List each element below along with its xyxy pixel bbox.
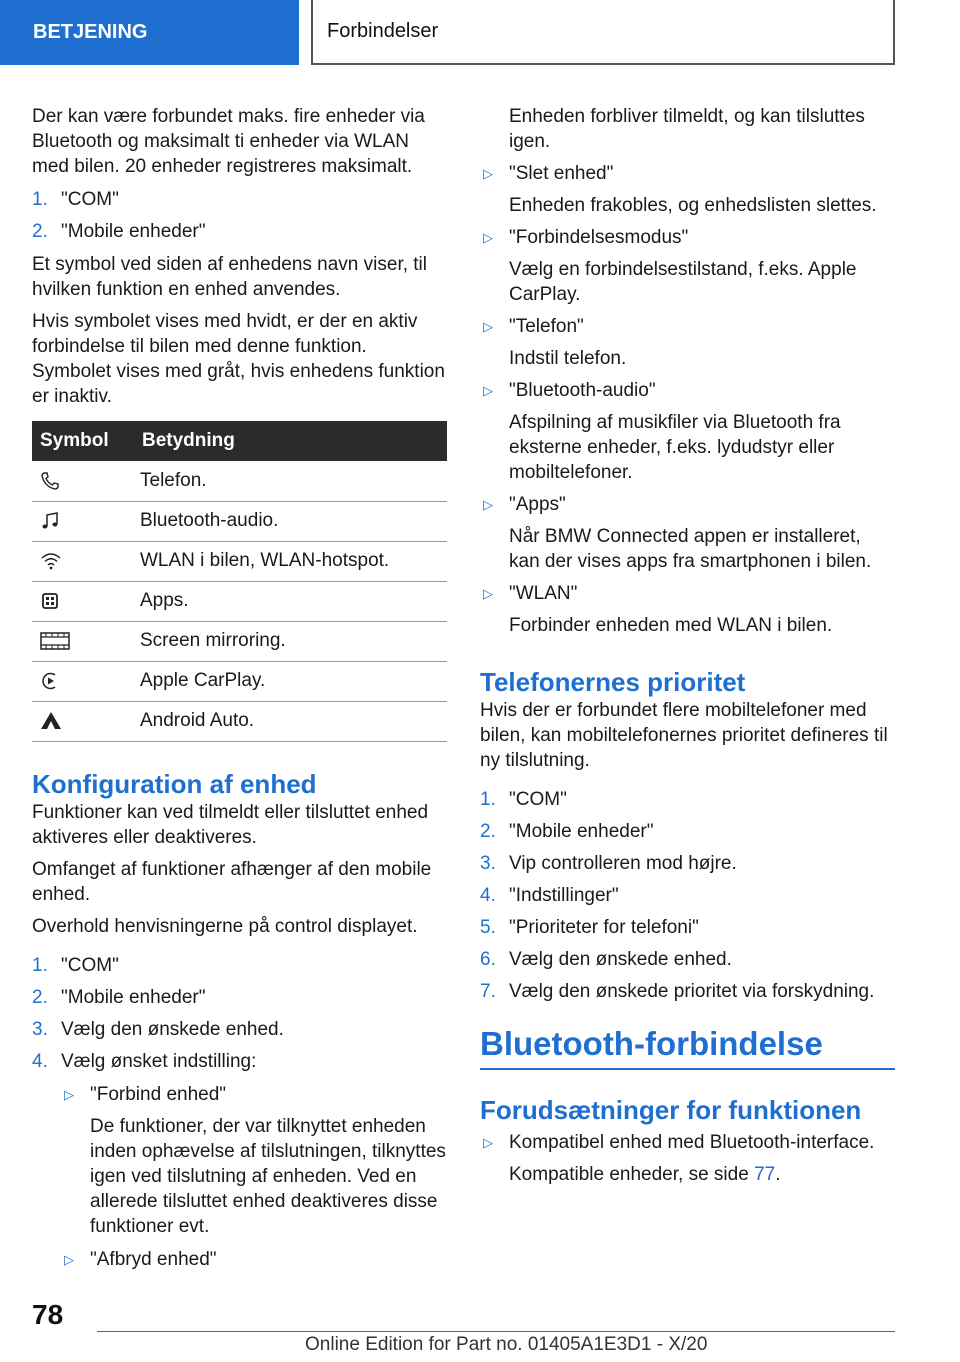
music-note-icon: [40, 511, 60, 531]
list-item: 7. Vælg den ønskede prioritet via forskydning.: [480, 981, 875, 1002]
column-header-meaning: Betydning: [140, 421, 447, 461]
list-item: 2. "Mobile enheder": [32, 986, 206, 1008]
list-item: 4. Vælg ønsket indstilling:: [32, 1050, 257, 1072]
triangle-bullet-icon: ▷: [483, 383, 493, 398]
table-header-row: [32, 421, 447, 461]
list-item: 3. Vip controlleren mod højre.: [480, 853, 737, 874]
list-item: 2. "Mobile enheder": [480, 821, 654, 842]
steps-list-3: [480, 787, 895, 1004]
options-list-right: [480, 104, 895, 638]
options-list-left: [61, 1082, 447, 1272]
left-column: [32, 104, 447, 1272]
option-description: De funktioner, der var tilknyttet enheden inden ophævelse af tilslutningen, tilknyttes igen ved tilslutning af enheden. Ved en allerede tilsluttet enhed deaktiveres disse funktioner evt.: [90, 1115, 446, 1237]
option-description: Enheden frakobles, og enhedslisten slettes.: [509, 195, 877, 216]
footer-edition: Online Edition for Part no. 01405A1E3D1 - X/20: [305, 1334, 708, 1355]
option-description: Forbinder enheden med WLAN i bilen.: [509, 615, 833, 636]
list-item: ▷ Kompatibel enhed med Bluetooth-interface.: [480, 1130, 895, 1155]
chapter-header: [311, 0, 895, 65]
intro-paragraph: Der kan være forbundet maks. fire enheder via Bluetooth og maksimalt ti enheder via WLAN med bilen. 20 enheder registreres maksimalt.: [32, 106, 425, 177]
heading-bluetooth: Bluetooth-forbindelse: [480, 1024, 895, 1070]
list-item: 5. "Prioriteter for telefoni": [480, 917, 699, 938]
table-row: Apps.: [32, 581, 447, 621]
screen-mirroring-icon: [40, 631, 70, 651]
list-item: 1. "COM": [480, 789, 567, 810]
section-tab: [0, 0, 299, 65]
list-item: ▷ "Afbryd enhed": [61, 1247, 447, 1272]
right-column: [480, 104, 895, 1187]
priority-paragraph: Hvis der er forbundet flere mobiltelefoner med bilen, kan mobiltelefonernes prioritet defineres til ny tilslutning.: [480, 700, 888, 771]
column-header-symbol: Symbol: [32, 421, 140, 461]
triangle-bullet-icon: ▷: [483, 1135, 493, 1150]
apps-icon: [40, 591, 60, 611]
symbol-table: [32, 421, 447, 742]
heading-prerequisites: Forudsætninger for funktionen: [480, 1095, 862, 1125]
triangle-bullet-icon: ▷: [64, 1251, 74, 1267]
android-auto-icon: [40, 711, 62, 731]
list-item: 1. "COM": [32, 189, 119, 210]
page-link[interactable]: 77: [754, 1164, 776, 1185]
triangle-bullet-icon: ▷: [483, 319, 493, 334]
section-title: BETJENING: [33, 21, 148, 43]
list-item: ▷ "Telefon": [480, 314, 895, 339]
table-row: Android Auto.: [32, 701, 447, 741]
list-item: ▷ "Forbindelsesmodus": [480, 225, 895, 250]
steps-list-1: [32, 187, 447, 244]
heading-priority: Telefonernes prioritet: [480, 667, 746, 697]
list-item: ▷ "Bluetooth-audio": [480, 378, 895, 403]
carplay-icon: [40, 671, 60, 691]
list-item: 4. "Indstillinger": [480, 885, 619, 906]
list-item: ▷ "Apps": [480, 492, 895, 517]
triangle-bullet-icon: ▷: [483, 586, 493, 601]
phone-icon: [40, 471, 60, 491]
option-description: Kompatible enheder, se side 77.: [509, 1164, 781, 1185]
option-description: Indstil telefon.: [509, 348, 627, 369]
table-row: Telefon.: [32, 461, 447, 501]
triangle-bullet-icon: ▷: [483, 497, 493, 512]
list-item: 6. Vælg den ønskede enhed.: [480, 949, 732, 970]
footer-divider: [97, 1331, 895, 1332]
page-number: 78: [32, 1299, 64, 1330]
config-paragraph-2: Omfanget af funktioner afhænger af den mobile enhed.: [32, 858, 432, 905]
list-item: 1. "COM": [32, 954, 119, 976]
table-row: Screen mirroring.: [32, 621, 447, 661]
triangle-bullet-icon: ▷: [64, 1086, 74, 1102]
wifi-icon: [40, 551, 62, 571]
chapter-title: Forbindelser: [327, 20, 439, 42]
triangle-bullet-icon: ▷: [483, 230, 493, 245]
active-paragraph: Hvis symbolet vises med hvidt, er der en aktiv forbindelse til bilen med denne funktion. Symbolet vises med gråt, hvis enhedens funktion er inaktiv.: [32, 311, 445, 407]
heading-configuration: Konfiguration af enhed: [32, 768, 317, 799]
option-description: Vælg en forbindelsestilstand, f.eks. Apple CarPlay.: [509, 259, 857, 305]
table-row: WLAN i bilen, WLAN-hotspot.: [32, 541, 447, 581]
config-paragraph-3: Overhold henvisningerne på control displayet.: [32, 915, 418, 937]
list-item: ▷ "Forbind enhed": [61, 1082, 447, 1107]
table-row: Apple CarPlay.: [32, 661, 447, 701]
config-paragraph-1: Funktioner kan ved tilmeldt eller tilsluttet enhed aktiveres eller deaktiveres.: [32, 801, 429, 848]
list-item: 2. "Mobile enheder": [32, 221, 206, 242]
list-item: ▷ "Slet enhed": [480, 161, 895, 186]
table-row: Bluetooth-audio.: [32, 501, 447, 541]
list-item: 3. Vælg den ønskede enhed.: [32, 1018, 284, 1040]
prerequisites-list: [480, 1130, 895, 1187]
option-description: Når BMW Connected appen er installeret, kan der vises apps fra smartphonen i bilen.: [509, 526, 872, 572]
list-item: ▷ "WLAN": [480, 581, 895, 606]
option-description: Enheden forbliver tilmeldt, og kan tilsluttes igen.: [509, 106, 865, 152]
triangle-bullet-icon: ▷: [483, 166, 493, 181]
steps-list-2: [32, 953, 447, 1074]
symbol-paragraph: Et symbol ved siden af enhedens navn viser, til hvilken funktion en enhed anvendes.: [32, 254, 428, 300]
option-description: Afspilning af musikfiler via Bluetooth fra eksterne enheder, f.eks. lydudstyr eller mobiltelefoner.: [509, 412, 841, 483]
